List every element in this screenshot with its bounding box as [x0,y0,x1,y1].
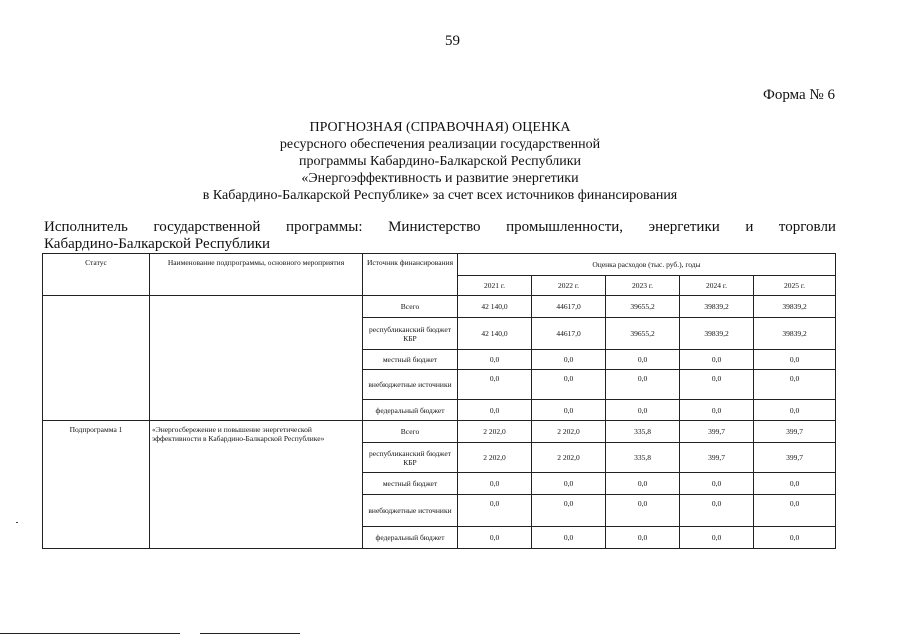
table-row [43,296,836,318]
value-cell: 0,0 [458,400,532,421]
value-cell: 0,0 [606,527,680,549]
value-cell: 0,0 [532,495,606,527]
table-row [43,421,836,443]
value-cell: 44617,0 [532,318,606,350]
executor-line-1 [44,219,836,236]
program-executor [44,219,836,253]
value-cell: 39839,2 [754,318,836,350]
title-line-1: ПРОГНОЗНАЯ (СПРАВОЧНАЯ) ОЦЕНКА [309,120,571,135]
title-line-5: в Кабардино-Балкарской Республике» за счет всех источников финансирования [202,188,678,203]
executor-word: и [745,219,754,235]
footer-rule-right [200,633,300,634]
header-year: 2021 г. [458,276,532,296]
executor-word: государственной [153,219,261,235]
value-cell: 0,0 [754,473,836,495]
value-cell: 0,0 [606,473,680,495]
source-cell: Всего [363,296,458,318]
value-cell: 2 202,0 [532,421,606,443]
value-cell: 0,0 [606,350,680,370]
value-cell: 0,0 [532,400,606,421]
value-cell: 0,0 [680,350,754,370]
value-cell: 0,0 [532,370,606,400]
value-cell: 0,0 [458,473,532,495]
form-label: Форма № 6 [763,87,835,103]
value-cell: 335,8 [606,443,680,473]
value-cell: 0,0 [754,527,836,549]
value-cell: 0,0 [458,350,532,370]
program-name-cell: «Энергосбережение и повышение энергетической эффективности в Кабардино-Балкарской Республике» [150,421,363,549]
source-cell: внебюджетные источники [363,495,458,527]
program-name-cell [150,296,363,421]
value-cell: 0,0 [606,400,680,421]
value-cell: 39655,2 [606,296,680,318]
source-cell: республиканский бюджет КБР [363,443,458,473]
value-cell: 42 140,0 [458,296,532,318]
value-cell: 2 202,0 [458,421,532,443]
source-cell: федеральный бюджет [363,527,458,549]
page-number: 59 [445,33,460,49]
value-cell: 39839,2 [754,296,836,318]
executor-word: Министерство [388,219,481,235]
title-line-4: «Энергоэффективность и развитие энергетики [301,171,579,186]
value-cell: 0,0 [532,473,606,495]
value-cell: 0,0 [754,370,836,400]
executor-line-2: Кабардино-Балкарской Республики [44,236,271,252]
footer-rule-left [0,633,180,634]
value-cell: 0,0 [680,400,754,421]
value-cell: 0,0 [458,370,532,400]
header-estimate: Оценка расходов (тыс. руб.), годы [458,254,836,276]
executor-word: торговли [778,219,836,235]
executor-word: Исполнитель [44,219,128,235]
header-status: Статус [43,254,150,296]
value-cell: 0,0 [532,350,606,370]
value-cell: 399,7 [754,421,836,443]
value-cell: 0,0 [532,527,606,549]
value-cell: 0,0 [680,495,754,527]
value-cell: 0,0 [680,527,754,549]
value-cell: 39839,2 [680,296,754,318]
executor-word: промышленности, [506,219,624,235]
executor-word: программы: [285,219,363,235]
value-cell: 335,8 [606,421,680,443]
header-name: Наименование подпрограммы, основного мероприятия [150,254,363,296]
header-source: Источник финансирования [363,254,458,296]
header-year: 2025 г. [754,276,836,296]
header-year: 2022 г. [532,276,606,296]
header-year: 2024 г. [680,276,754,296]
value-cell: 0,0 [680,370,754,400]
value-cell: 0,0 [754,400,836,421]
source-cell: местный бюджет [363,473,458,495]
title-line-3: программы Кабардино-Балкарской Республики [298,154,582,169]
executor-word: энергетики [648,219,720,235]
value-cell: 0,0 [754,495,836,527]
source-cell: Всего [363,421,458,443]
value-cell: 39655,2 [606,318,680,350]
title-line-2: ресурсного обеспечения реализации государственной [279,137,601,152]
value-cell: 42 140,0 [458,318,532,350]
value-cell: 0,0 [680,473,754,495]
value-cell: 44617,0 [532,296,606,318]
value-cell: 0,0 [606,370,680,400]
value-cell: 399,7 [754,443,836,473]
value-cell: 0,0 [606,495,680,527]
source-cell: федеральный бюджет [363,400,458,421]
value-cell: 399,7 [680,421,754,443]
value-cell: 399,7 [680,443,754,473]
value-cell: 2 202,0 [532,443,606,473]
value-cell: 0,0 [458,495,532,527]
source-cell: республиканский бюджет КБР [363,318,458,350]
value-cell: 0,0 [458,527,532,549]
value-cell: 0,0 [754,350,836,370]
status-cell [43,296,150,421]
source-cell: местный бюджет [363,350,458,370]
resource-estimate-table [42,253,836,549]
value-cell: 2 202,0 [458,443,532,473]
scan-mark [16,522,18,523]
header-year: 2023 г. [606,276,680,296]
source-cell: внебюджетные источники [363,370,458,400]
status-cell: Подпрограмма 1 [43,421,150,549]
value-cell: 39839,2 [680,318,754,350]
